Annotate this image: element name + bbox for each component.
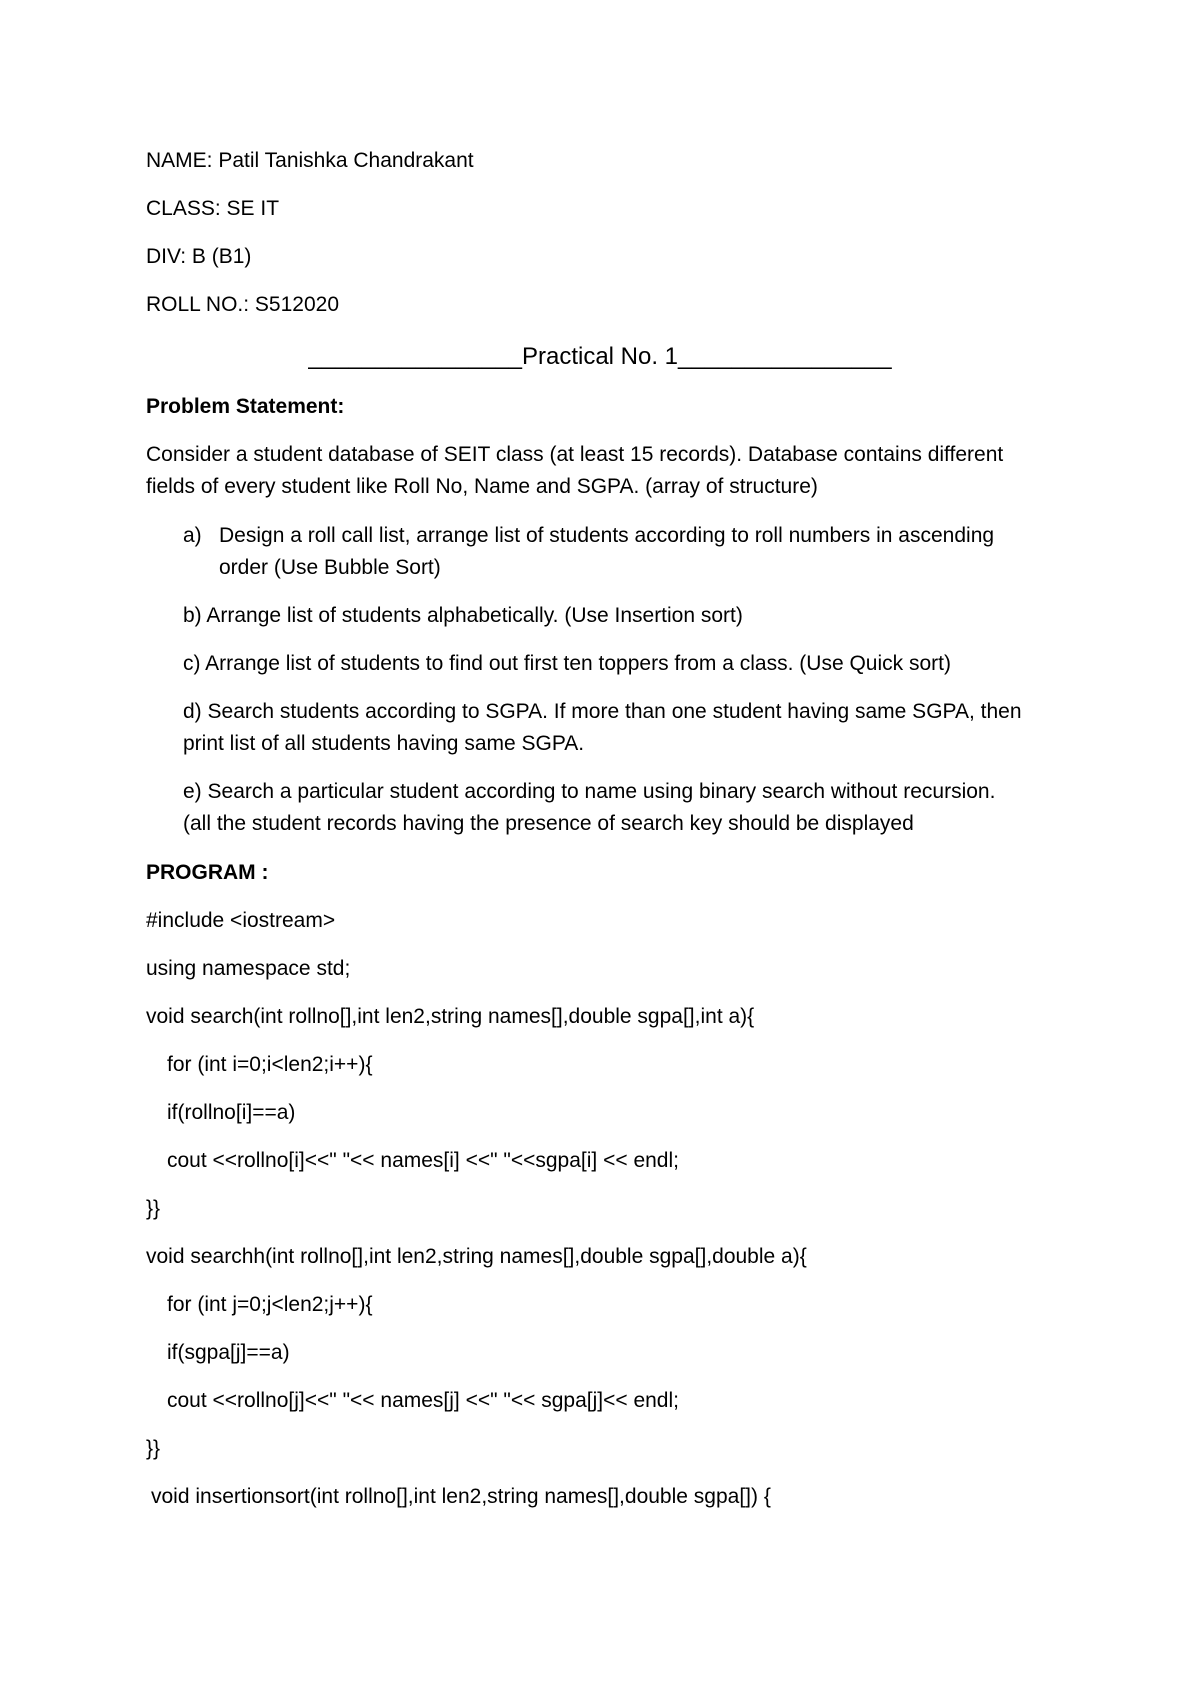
item-e-line-1: e) Search a particular student according to name using binary search without recursion. xyxy=(183,780,996,803)
code-line: }} xyxy=(146,1197,161,1220)
student-name: NAME: Patil Tanishka Chandrakant xyxy=(146,149,474,172)
item-c: c) Arrange list of students to find out first ten toppers from a class. (Use Quick sort) xyxy=(183,652,951,675)
student-roll-number: ROLL NO.: S512020 xyxy=(146,293,339,316)
student-class: CLASS: SE IT xyxy=(146,197,280,220)
code-line: void search(int rollno[],int len2,string names[],double sgpa[],int a){ xyxy=(146,1005,755,1028)
student-division: DIV: B (B1) xyxy=(146,245,252,268)
program-heading: PROGRAM : xyxy=(146,861,269,884)
code-line: using namespace std; xyxy=(146,957,351,980)
item-a-line-1: Design a roll call list, arrange list of students according to roll numbers in ascending xyxy=(219,524,995,547)
item-a-line-2: order (Use Bubble Sort) xyxy=(219,556,441,579)
item-a-label: a) xyxy=(183,524,202,547)
practical-title: ________________Practical No. 1________________ xyxy=(308,343,892,370)
code-line: for (int j=0;j<len2;j++){ xyxy=(167,1293,373,1316)
code-line: }} xyxy=(146,1437,161,1460)
problem-intro-line-2: fields of every student like Roll No, Name and SGPA. (array of structure) xyxy=(146,475,818,498)
code-line: for (int i=0;i<len2;i++){ xyxy=(167,1053,373,1076)
code-line: cout <<rollno[i]<<" "<< names[i] <<" "<<sgpa[i] << endl; xyxy=(167,1149,679,1172)
code-line: if(rollno[i]==a) xyxy=(167,1101,296,1124)
code-line: if(sgpa[j]==a) xyxy=(167,1341,290,1364)
code-line: cout <<rollno[j]<<" "<< names[j] <<" "<< sgpa[j]<< endl; xyxy=(167,1389,679,1412)
code-line: void searchh(int rollno[],int len2,string names[],double sgpa[],double a){ xyxy=(146,1245,807,1268)
item-b: b) Arrange list of students alphabetically. (Use Insertion sort) xyxy=(183,604,743,627)
code-line: void insertionsort(int rollno[],int len2,string names[],double sgpa[]) { xyxy=(151,1485,771,1508)
code-line: #include <iostream> xyxy=(146,909,336,932)
item-d-line-1: d) Search students according to SGPA. If more than one student having same SGPA, then xyxy=(183,700,1022,723)
problem-intro-line-1: Consider a student database of SEIT class (at least 15 records). Database contains different xyxy=(146,443,1004,466)
problem-statement-heading: Problem Statement: xyxy=(146,395,345,418)
item-e-line-2: (all the student records having the presence of search key should be displayed xyxy=(183,812,914,835)
item-d-line-2: print list of all students having same SGPA. xyxy=(183,732,585,755)
